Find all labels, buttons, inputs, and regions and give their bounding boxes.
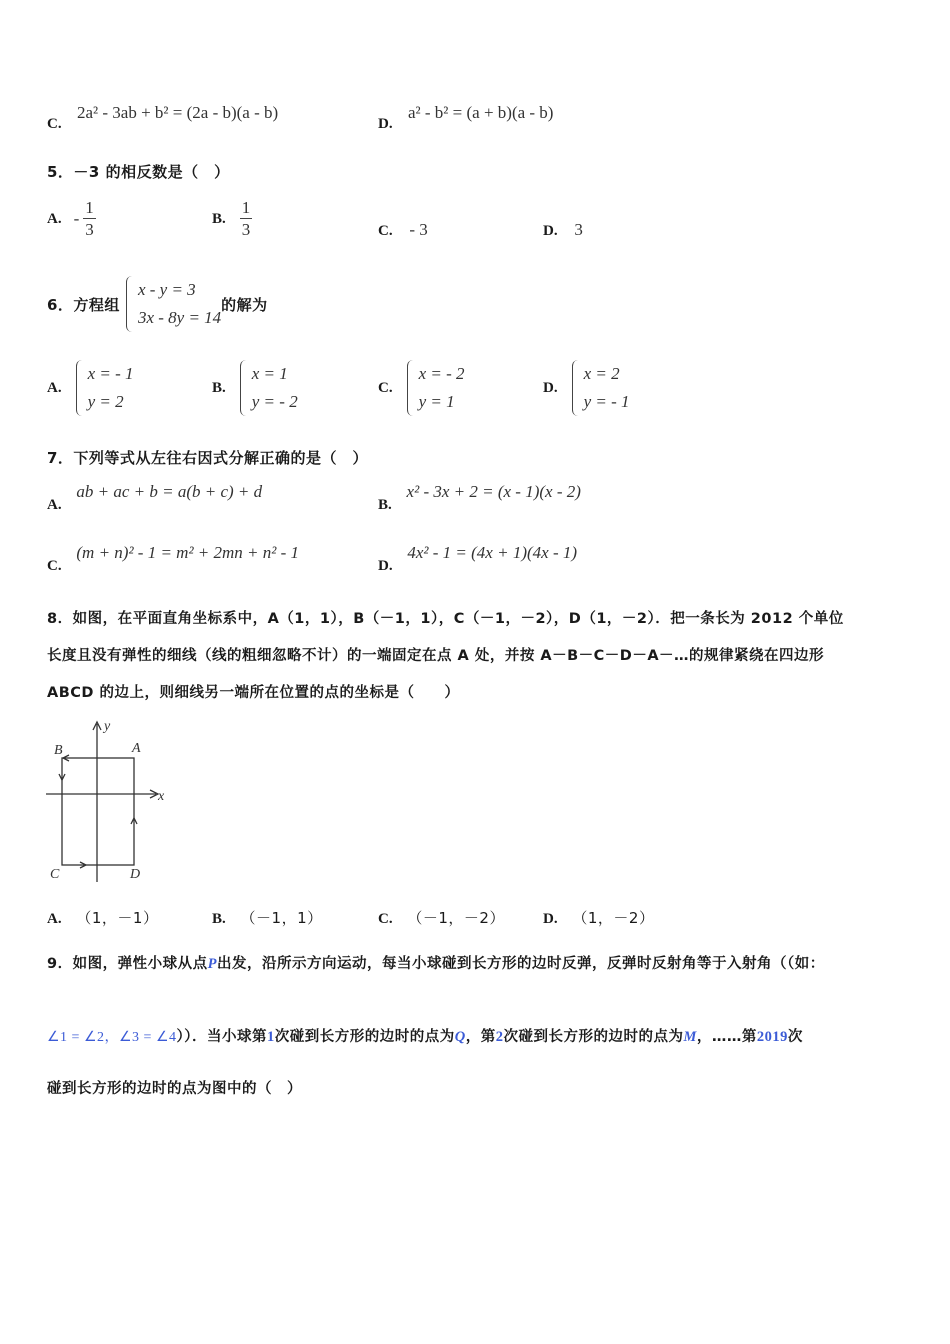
q4-option-c-expr: 2a² - 3ab + b² = (2a - b)(a - b) <box>77 103 279 122</box>
fig-label-x: x <box>158 789 165 804</box>
rectangle-abcd <box>62 758 134 865</box>
q5-option-b <box>212 196 252 242</box>
q6-option-d: D. x = 2 y = - 1 <box>543 360 630 416</box>
q5-option-a <box>47 196 96 242</box>
q9-stem-line-1: 9．如图，弹性小球从点P出发，沿所示方向运动，每当小球碰到长方形的边时反弹，反弹时反射角等于入射角（（如： <box>47 956 825 972</box>
q5-option-d: D. 3 <box>543 220 583 239</box>
q5-stem: 5．－3 的相反数是（ ） <box>47 163 230 181</box>
q4-option-d-expr: a² - b² = (a + b)(a - b) <box>408 103 554 122</box>
q5-option-a-sign: - <box>73 209 80 228</box>
q7-option-a: A. ab + ac + b = a(b + c) + d <box>47 482 263 513</box>
q8-option-a: A. （1，－1） <box>47 909 159 927</box>
fig-label-b: B <box>54 743 63 758</box>
point-q: Q <box>454 1029 466 1045</box>
q7-stem: 7．下列等式从左往右因式分解正确的是（ ） <box>47 449 368 467</box>
q8-option-d: D. （1，－2） <box>543 909 655 927</box>
q5-option-a-label: A. <box>47 210 62 227</box>
q4-option-c-label: C. <box>47 116 62 132</box>
q6-option-b: B. x = 1 y = - 2 <box>212 360 298 416</box>
q9-stem-line-3: 碰到长方形的边时的点为图中的（ ） <box>47 1081 302 1097</box>
fig-label-c: C <box>50 867 60 882</box>
fig-label-a: A <box>132 741 141 756</box>
point-m: M <box>683 1029 697 1045</box>
q7-option-b: B. x² - 3x + 2 = (x - 1)(x - 2) <box>378 482 581 513</box>
fig-label-y: y <box>104 719 111 734</box>
angle-equalities: ∠1 = ∠2，∠3 = ∠4 <box>47 1030 177 1045</box>
q7-option-d: D. 4x² - 1 = (4x + 1)(4x - 1) <box>378 543 578 574</box>
q6-stem: 6．方程组 x - y = 3 3x - 8y = 14 的解为 <box>47 276 268 332</box>
q8-stem-line-1: 8．如图，在平面直角坐标系中，A（1，1），B（－1，1），C（－1，－2），D（1，－2）．把一条长为 2012 个单位 <box>47 611 844 627</box>
q5-option-b-fraction: $\frac{1}{3}$ <box>241 197 251 239</box>
q8-option-c: C. （－1，－2） <box>378 909 505 927</box>
fig-label-d: D <box>130 867 141 882</box>
q8-stem-line-2: 长度且没有弹性的细线（线的粗细忽略不计）的一端固定在点 A 处，并按 A－B－C－D－A－…的规律紧绕在四边形 <box>47 648 825 664</box>
q6-option-a: A. x = - 1 y = 2 <box>47 360 134 416</box>
q8-figure <box>44 716 170 884</box>
q9-stem-line-2: ∠1 = ∠2，∠3 = ∠4））．当小球第1次碰到长方形的边时的点为Q，第2次碰到长方形的边时的点为M，……第2019次 <box>47 1029 803 1045</box>
q5-option-a-fraction: $\frac{1}{3}$ <box>85 197 94 239</box>
q5-option-b-label: B. <box>212 210 226 227</box>
q6-equation-system: x - y = 3 3x - 8y = 14 <box>126 276 221 332</box>
q4-option-d-label: D. <box>378 116 393 132</box>
q8-option-b: B. （－1，1） <box>212 909 323 927</box>
q5-option-c: C. - 3 <box>378 220 428 239</box>
point-p: P <box>207 956 217 972</box>
q8-stem-line-3: ABCD 的边上，则细线另一端所在位置的点的坐标是（ ） <box>47 685 460 701</box>
q7-option-c: C. (m + n)² - 1 = m² + 2mn + n² - 1 <box>47 543 300 574</box>
q6-option-c: C. x = - 2 y = 1 <box>378 360 465 416</box>
